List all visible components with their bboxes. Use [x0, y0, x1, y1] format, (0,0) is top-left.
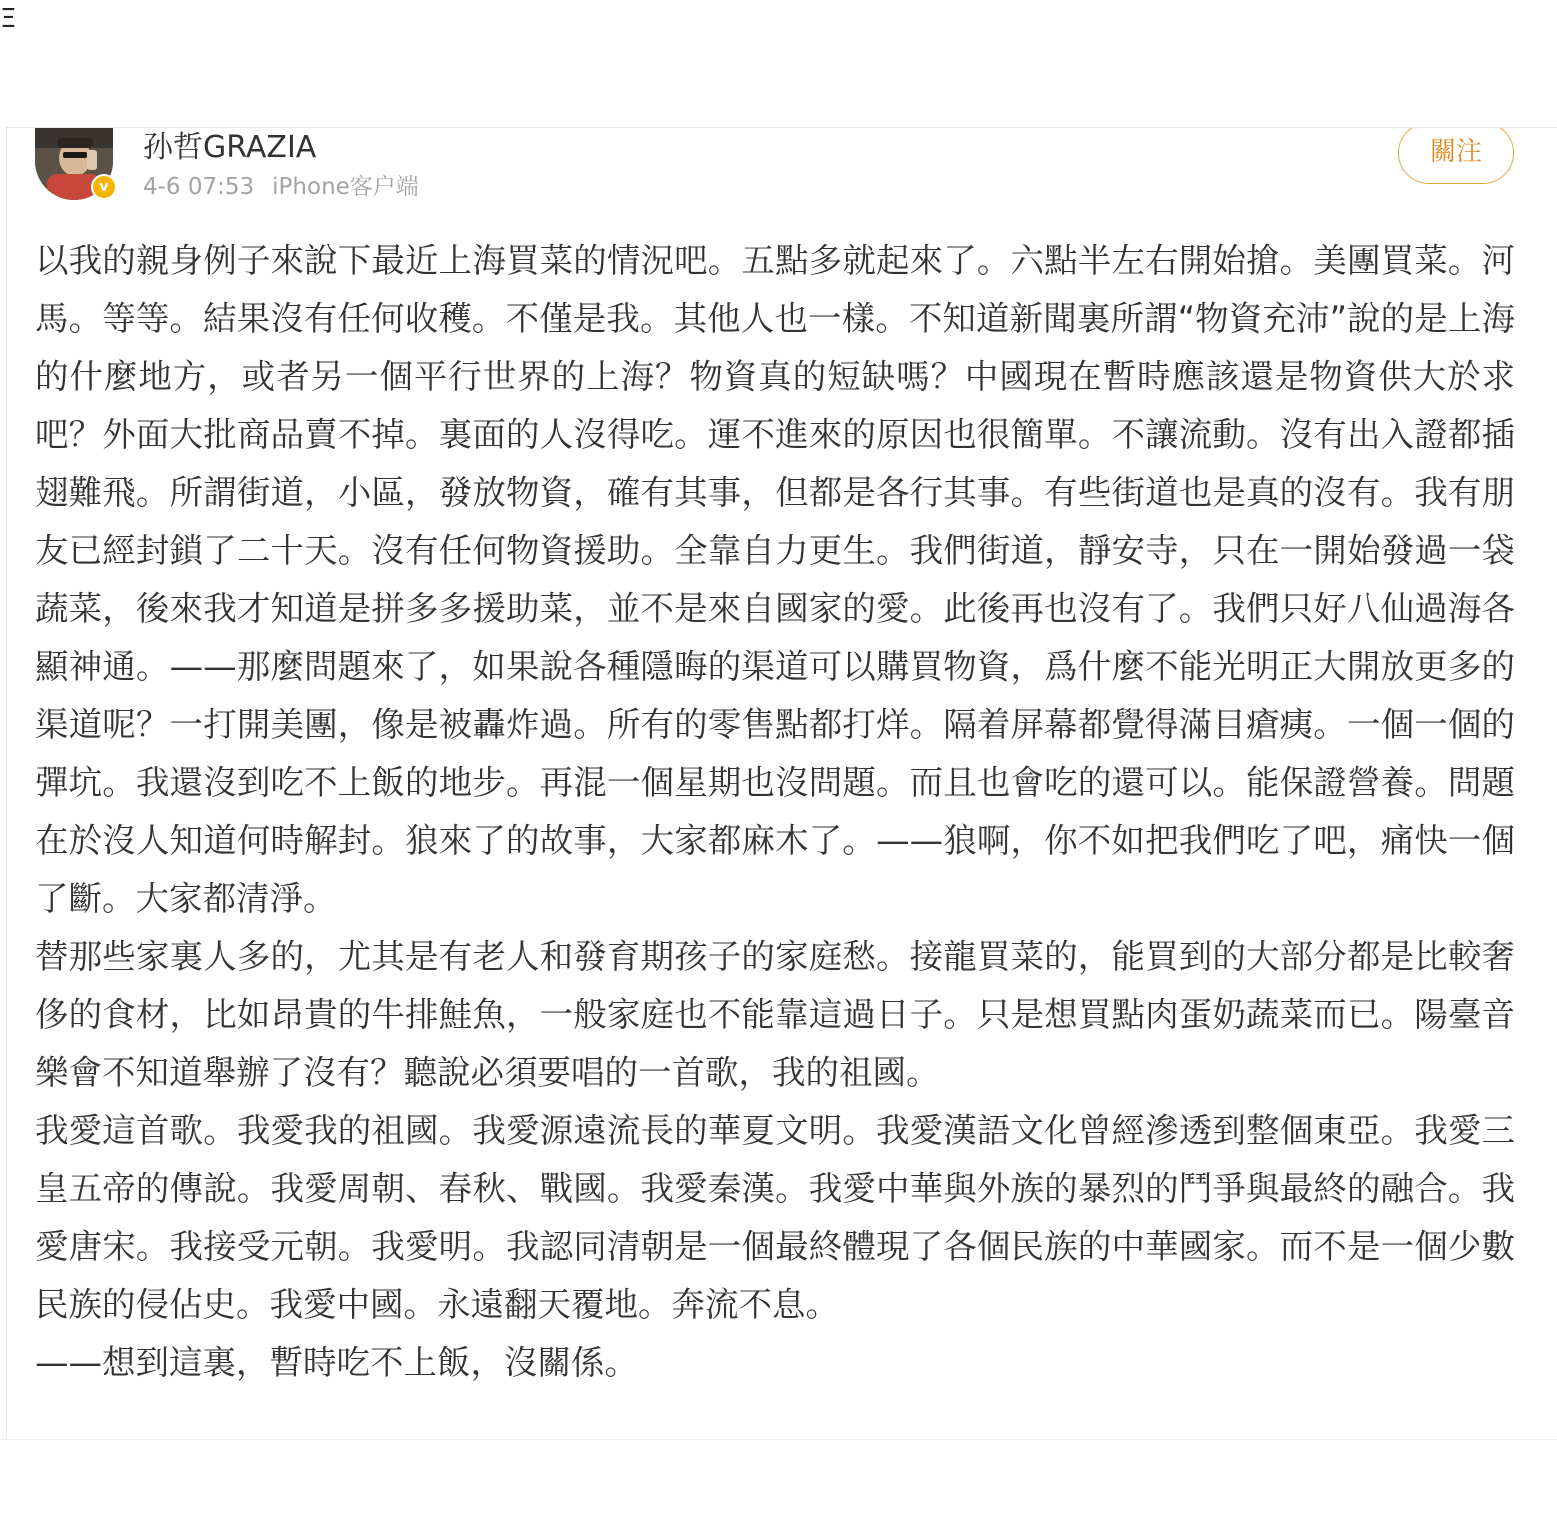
- post-body: [35, 232, 1515, 1392]
- post-time: 4-6 07:53: [143, 174, 255, 200]
- post-paragraph: ——想到這裏，暫時吃不上飯，沒關係。: [35, 1343, 638, 1382]
- verified-badge-icon: v: [91, 174, 117, 200]
- bottom-blank-area: [0, 1439, 1557, 1537]
- follow-button[interactable]: 關注: [1398, 127, 1514, 184]
- post-paragraph: 以我的親身例子來說下最近上海買菜的情況吧。五點多就起來了。六點半左右開始搶。美團買菜。河馬。等等。結果沒有任何收穫。不僅是我。其他人也一樣。不知道新聞裏所謂“物資充沛”說的是上海的什麼地方，或者另一個平行世界的上海？物資真的短缺嗎？中國現在暫時應該還是物資供大於求吧？外面大批商品賣不掉。裏面的人沒得吃。運不進來的原因也很簡單。不讓流動。沒有出入證都插翅難飛。所謂街道，小區，發放物資，確有其事，但都是各行其事。有些街道也是真的沒有。我有朋友已經封鎖了二十天。沒有任何物資援助。全靠自力更生。我們街道，靜安寺，只在一開始發過一袋蔬菜，後來我才知道是拼多多援助菜，並不是來自國家的愛。此後再也沒有了。我們只好八仙過海各顯神通。——那麼問題來了，如果說各種隱晦的渠道可以購買物資，爲什麼不能光明正大開放更多的渠道呢？一打開美團，像是被轟炸過。所有的零售點都打烊。隔着屏幕都覺得滿目瘡痍。一個一個的彈坑。我還沒到吃不上飯的地步。再混一個星期也沒問題。而且也會吃的還可以。能保證營養。問題在於沒人知道何時解封。狼來了的故事，大家都麻木了。——狼啊，你不如把我們吃了吧，痛快一個了斷。大家都清淨。: [35, 241, 1515, 918]
- weibo-post-card: [6, 127, 1557, 1439]
- author-name[interactable]: 孙哲GRAZIA: [143, 130, 317, 165]
- corner-menu-glyph: Ξ: [0, 4, 17, 34]
- post-source[interactable]: iPhone客户端: [272, 174, 419, 200]
- post-meta: [143, 170, 437, 204]
- post-paragraph: 我愛這首歌。我愛我的祖國。我愛源遠流長的華夏文明。我愛漢語文化曾經滲透到整個東亞。我愛三皇五帝的傳說。我愛周朝、春秋、戰國。我愛秦漢。我愛中華與外族的暴烈的鬥爭與最終的融合。我愛唐宋。我接受元朝。我愛明。我認同清朝是一個最終體現了各個民族的中華國家。而不是一個少數民族的侵佔史。我愛中國。永遠翻天覆地。奔流不息。: [35, 1111, 1515, 1324]
- post-paragraph: 替那些家裏人多的，尤其是有老人和發育期孩子的家庭愁。接龍買菜的，能買到的大部分都是比較奢侈的食材，比如昂貴的牛排鮭魚，一般家庭也不能靠這過日子。只是想買點肉蛋奶蔬菜而已。陽臺音樂會不知道舉辦了沒有？聽說必須要唱的一首歌，我的祖國。: [35, 937, 1515, 1092]
